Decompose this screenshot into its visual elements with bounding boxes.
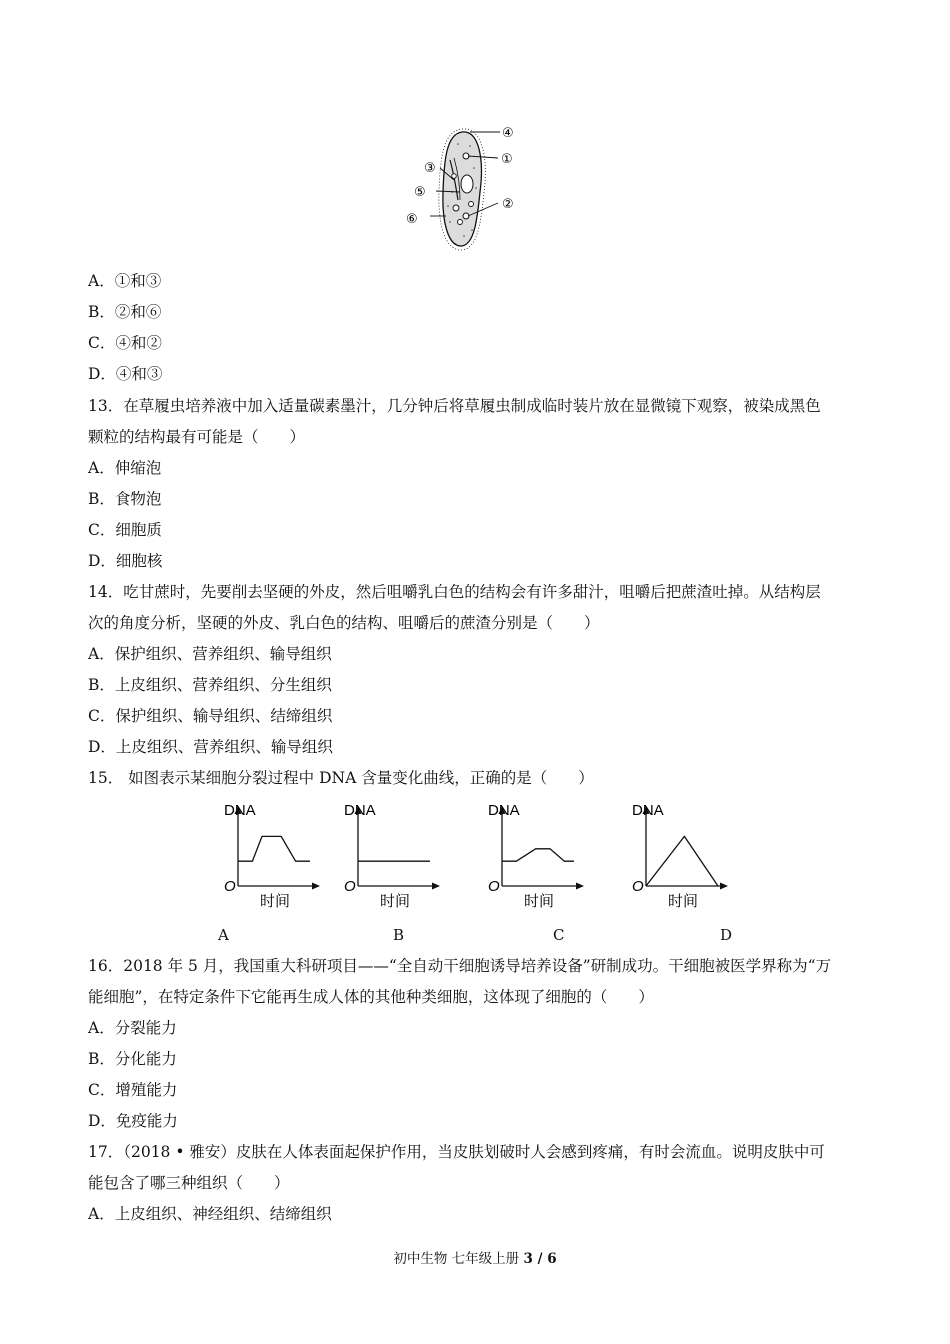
chart-d	[630, 798, 730, 913]
q14-stem-line1: 14．吃甘蔗时，先要削去坚硬的外皮，然后咀嚼乳白色的结构会有许多甜汁，咀嚼后把蔗渣吐掉。从结构层	[88, 583, 821, 601]
q12-option-c: C．④和②	[88, 334, 162, 352]
x-axis-arrow	[720, 883, 728, 890]
x-axis-arrow	[432, 883, 440, 890]
label-4: ④	[502, 125, 514, 140]
q14-stem-line2: 次的角度分析，坚硬的外皮、乳白色的结构、咀嚼后的蔗渣分别是（ ）	[88, 614, 600, 632]
label-2: ②	[502, 196, 514, 211]
paramecium-figure	[400, 122, 530, 254]
origin-label: O	[488, 878, 500, 895]
q16-option-d: D．免疫能力	[88, 1112, 178, 1130]
x-axis-label: 时间	[524, 893, 555, 910]
chart-a-svg	[222, 798, 322, 913]
origin-label: O	[632, 878, 644, 895]
chart-d-caption: D	[720, 926, 733, 944]
q13-option-b: B．食物泡	[88, 490, 162, 508]
footer-text: 初中生物 七年级上册	[393, 1251, 524, 1267]
q12-option-d: D．④和③	[88, 365, 163, 383]
q17-option-a: A．上皮组织、神经组织、结缔组织	[88, 1205, 332, 1223]
y-axis-label: DNA	[224, 802, 256, 819]
q16-option-b: B．分化能力	[88, 1050, 177, 1068]
q16-option-c: C．增殖能力	[88, 1081, 178, 1099]
q14-option-a: A．保护组织、营养组织、输导组织	[88, 645, 332, 663]
chart-b-svg	[342, 798, 442, 913]
q12-option-a: A．①和③	[88, 272, 162, 290]
x-axis-label: 时间	[380, 893, 411, 910]
page-number: 3 / 6	[523, 1251, 557, 1267]
q16-stem-line2: 能细胞”，在特定条件下它能再生成人体的其他种类细胞，这体现了细胞的（ ）	[88, 988, 654, 1006]
q17-stem-line1: 17．（2018 • 雅安）皮肤在人体表面起保护作用，当皮肤划破时人会感到疼痛，有时会流血。说明皮肤中可	[88, 1143, 825, 1161]
q13-option-c: C．细胞质	[88, 521, 162, 539]
q15-stem: 15． 如图表示某细胞分裂过程中 DNA 含量变化曲线，正确的是（ ）	[88, 769, 594, 787]
x-axis-label: 时间	[668, 893, 699, 910]
q16-option-a: A．分裂能力	[88, 1019, 177, 1037]
q13-stem-line1: 13．在草履虫培养液中加入适量碳素墨汁，几分钟后将草履虫制成临时装片放在显微镜下观察，被染成黑色	[88, 397, 821, 415]
chart-c	[486, 798, 586, 913]
y-axis-label: DNA	[632, 802, 664, 819]
y-axis-label: DNA	[344, 802, 376, 819]
label-3: ③	[424, 160, 436, 175]
q13-option-a: A．伸缩泡	[88, 459, 162, 477]
x-axis-label: 时间	[260, 893, 291, 910]
chart-b	[342, 798, 442, 913]
q13-stem-line2: 颗粒的结构最有可能是（ ）	[88, 428, 306, 446]
dna-curve	[502, 849, 574, 861]
q14-option-c: C．保护组织、输导组织、结缔组织	[88, 707, 333, 725]
x-axis-arrow	[312, 883, 320, 890]
q17-stem-line2: 能包含了哪三种组织（ ）	[88, 1174, 290, 1192]
page-footer	[0, 1247, 950, 1267]
q14-option-b: B．上皮组织、营养组织、分生组织	[88, 676, 332, 694]
y-axis-label: DNA	[488, 802, 520, 819]
label-1: ①	[501, 151, 513, 166]
label-5: ⑤	[414, 184, 426, 199]
chart-a	[222, 798, 322, 913]
origin-label: O	[224, 878, 236, 895]
q12-option-b: B．②和⑥	[88, 303, 162, 321]
chart-d-svg	[630, 798, 730, 913]
q16-stem-line1: 16．2018 年 5 月，我国重大科研项目——“全自动干细胞诱导培养设备”研制成功。干细胞被医学界称为“万	[88, 957, 832, 975]
chart-b-caption: B	[393, 926, 405, 944]
chart-a-caption: A	[218, 926, 229, 944]
origin-label: O	[344, 878, 356, 895]
label-6: ⑥	[406, 211, 418, 226]
q14-option-d: D．上皮组织、营养组织、输导组织	[88, 738, 333, 756]
paramecium-svg	[400, 122, 530, 254]
chart-c-svg	[486, 798, 586, 913]
chart-c-caption: C	[553, 926, 565, 944]
dna-curve	[646, 836, 718, 886]
x-axis-arrow	[576, 883, 584, 890]
dna-curve	[238, 836, 310, 861]
q13-option-d: D．细胞核	[88, 552, 163, 570]
